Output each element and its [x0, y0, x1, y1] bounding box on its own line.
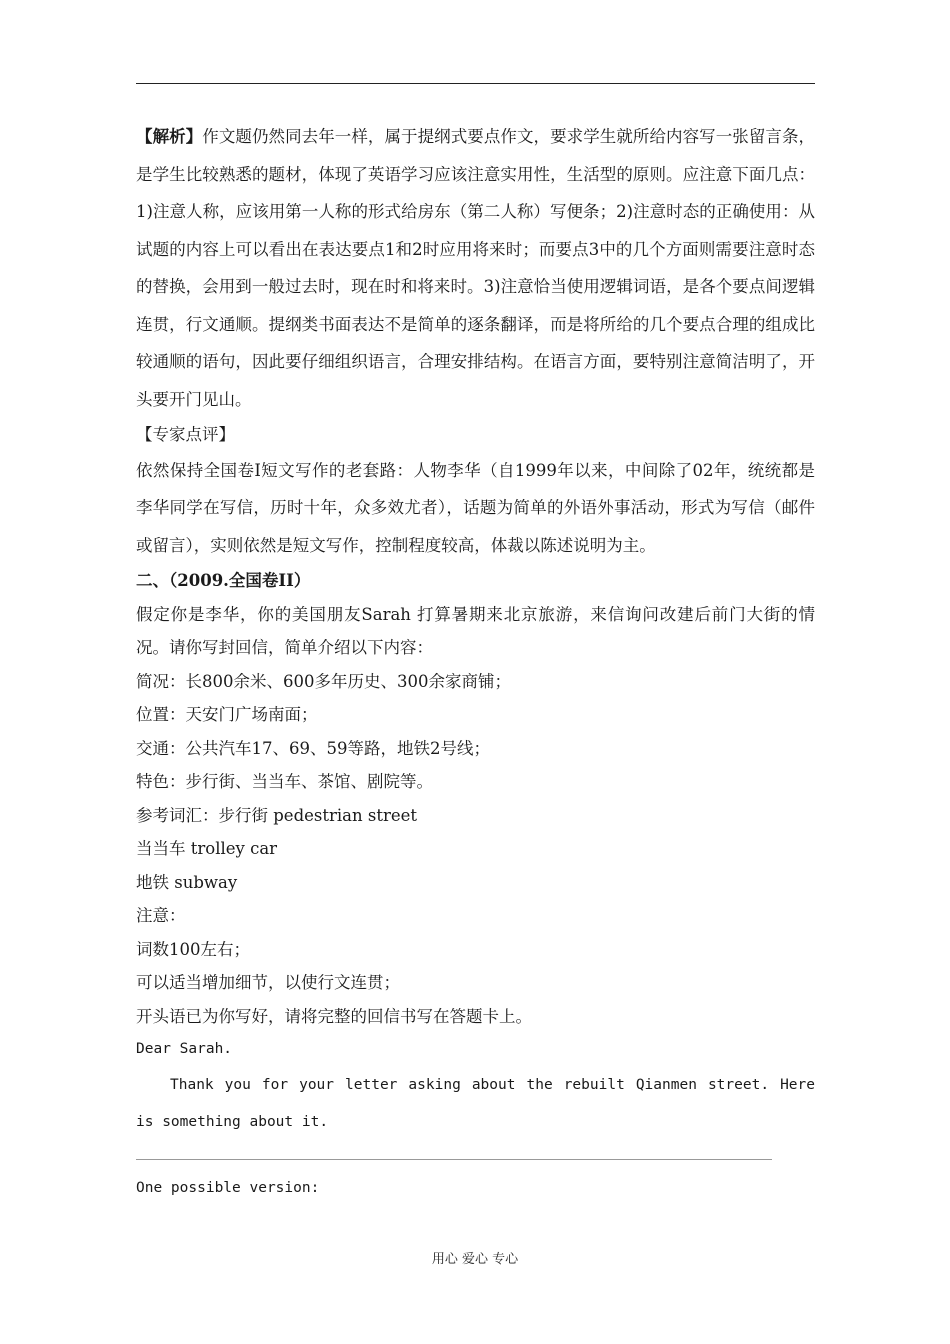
vocab-item: 当当车 trolley car [136, 839, 278, 858]
section-heading: 二、（2009.全国卷II） [136, 571, 311, 590]
content-item: 交通：公共汽车17、69、59等路，地铁2号线； [136, 738, 490, 758]
salutation: Dear Sarah. [136, 1041, 233, 1057]
vocab-item: 参考词汇：步行街 pedestrian street [136, 805, 418, 825]
expert-label: 【专家点评】 [136, 425, 235, 444]
notes-label: 注意： [136, 906, 186, 925]
analysis-text: 作文题仍然同去年一样，属于提纲式要点作文，要求学生就所给内容写一张留言条，是学生比较熟悉的题材，体现了英语学习应该注意实用性，生活型的原则。应注意下面几点：1)注意人称，应该用第一人称的形式给房东（第二人称）写便条；2)注意时态的正确使用：从试题的内容上可以看出在表达要点1和2时应用将来时；而要点3中的几个方面则需要注意时态的替换，会用到一般过去时，现在时和将来时。3)注意恰当使用逻辑词语，是各个要点间逻辑连贯，行文通顺。提纲类书面表达不是简单的逐条翻译，而是将所给的几个要点合理的组成比较通顺的语句，因此要仔细组织语言，合理安排结构。在语言方面，要特别注意简洁明了，开头要开门见山。 [136, 127, 815, 409]
expert-text: 依然保持全国卷I短文写作的老套路：人物李华（自1999年以来，中间除了02年，统统都是李华同学在写信，历时十年，众多效尤者），话题为简单的外语外事活动，形式为写信（邮件或留言），实则依然是短文写作，控制程度较高，体裁以陈述说明为主。 [136, 460, 815, 555]
page-footer: 用心 爱心 专心 [431, 1252, 519, 1267]
content-item: 位置：天安门广场南面； [136, 705, 318, 724]
note-item: 开头语已为你写好，请将完整的回信书写在答题卡上。 [136, 1006, 532, 1026]
task-prompt: 假定你是李华，你的美国朋友Sarah 打算暑期来北京旅游，来信询问改建后前门大街的情况。请你写封回信，简单介绍以下内容： [136, 604, 815, 657]
answer-line [136, 1159, 772, 1160]
page-content [136, 118, 815, 1205]
note-item: 可以适当增加细节，以使行文连贯； [136, 973, 400, 992]
note-item: 词数100左右； [136, 939, 250, 959]
analysis-paragraph [136, 118, 815, 418]
content-item: 简况：长800余米、600多年历史、300余家商铺； [136, 671, 511, 691]
version-label: One possible version: [136, 1179, 320, 1196]
vocab-item: 地铁 subway [136, 872, 238, 892]
header-rule [136, 83, 815, 84]
content-item: 特色：步行街、当当车、茶馆、剧院等。 [136, 772, 433, 791]
analysis-label: 【解析】 [136, 127, 203, 146]
letter-opening: Thank you for your letter asking about the rebuilt Qianmen street. Here is something about it. [136, 1076, 815, 1130]
